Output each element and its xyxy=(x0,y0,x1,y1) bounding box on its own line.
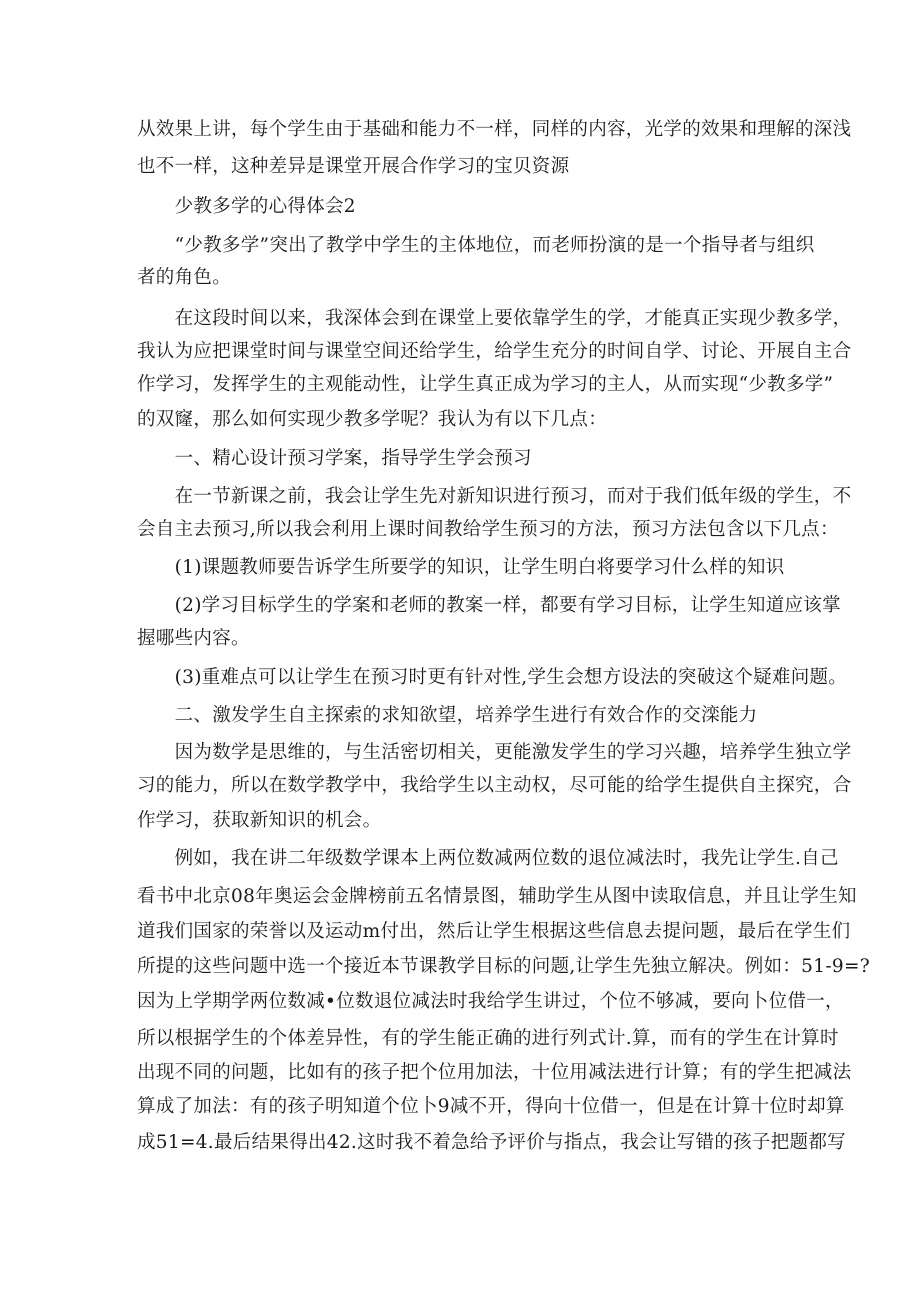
text-line: 握哪些内容。 xyxy=(137,628,250,649)
text-line: 在一节新课之前，我会让学生先对新知识进行预习，而对于我们低年级的学生，不 xyxy=(137,486,852,507)
list-item: (1)课题教师要告诉学生所要学的知识，让学生明白将要学习什么样的知识 xyxy=(137,557,785,578)
list-item: (3)重难点可以让学生在预习时更有针对性,学生会想方设法的突破这个疑难问题。 xyxy=(137,667,848,688)
subheading: 二、激发学生自主探索的求知欲望，培养学生进行有效合作的交滦能力 xyxy=(137,705,758,726)
section-heading: 少教多学的心得体会2 xyxy=(137,196,356,217)
text-line: 例如，我在讲二年级数学课本上两位数减两位数的退位减法时，我先让学生.自己 xyxy=(137,848,839,869)
text-line: 习的能力，所以在数学教学中，我给学生以主动权，尽可能的给学生提供自主探究，合 xyxy=(137,775,852,796)
text-line: 道我们国家的荣誉以及运动m付出，然后让学生根据这些信息去提问题，最后在学生们 xyxy=(137,921,851,942)
text-line: 从效果上讲，每个学生由于基础和能力不一样，同样的内容，光学的效果和理解的深浅 xyxy=(137,119,852,140)
list-item: (2)学习目标学生的学案和老师的教案一样，都要有学习目标，让学生知道应该掌 xyxy=(137,595,841,616)
text-line: 我认为应把课堂时间与课堂空间还给学生，给学生充分的时间自学、讨论、开展自主合 xyxy=(137,341,852,362)
text-line: 因为数学是思维的，与生活密切相关，更能激发学生的学习兴趣，培养学生独立学 xyxy=(137,742,852,763)
text-line: 作学习，发挥学生的主观能动性，让学生真正成为学习的主人，从而实现“少教多学” xyxy=(137,374,834,395)
text-line: 所提的这些问题中选一个接近本节课教学目标的问题,让学生先独立解决。例如：51-9=? xyxy=(137,956,870,977)
text-line: 者的角色。 xyxy=(137,267,232,288)
text-line: 看书中北京08年奥运会金牌榜前五名情景图，辅助学生从图中读取信息，并且让学生知 xyxy=(137,886,857,907)
text-line: 所以根据学生的个体差异性，有的学生能正确的进行列式计.算，而有的学生在计算时 xyxy=(137,1028,839,1049)
text-line: 会自主去预习,所以我会利用上课时间教给学生预习的方法，预习方法包含以下几点： xyxy=(137,519,839,540)
text-line: 成51=4.最后结果得出42.这时我不着急给予评价与指点，我会让写错的孩子把题都写 xyxy=(137,1132,846,1153)
text-line: 算成了加法：有的孩子明知道个位卜9减不开，得向十位借一，但是在计算十位时却算 xyxy=(137,1096,845,1117)
text-line: 出现不同的问题，比如有的孩子把个位用加法，十位用减法进行计算；有的学生把减法 xyxy=(137,1062,852,1083)
text-line: 作学习，获取新知识的机会。 xyxy=(137,810,382,831)
subheading: 一、精心设计预习学案，指导学生学会预习 xyxy=(137,448,532,469)
text-line: 也不一样，这种差异是课堂开展合作学习的宝贝资源 xyxy=(137,156,570,177)
text-line: “少教多学”突出了教学中学生的主体地位，而老师扮演的是一个指导者与组织 xyxy=(137,235,815,256)
text-line: 在这段时间以来，我深体会到在课堂上要依靠学生的学，才能真正实现少教多学， xyxy=(137,308,852,329)
text-line: 因为上学期学两位数减•位数退位减法时我给学生讲过，个位不够减，要向卜位借一， xyxy=(137,991,844,1012)
text-line: 的双窿，那么如何实现少教多学呢？我认为有以下几点： xyxy=(137,409,608,430)
